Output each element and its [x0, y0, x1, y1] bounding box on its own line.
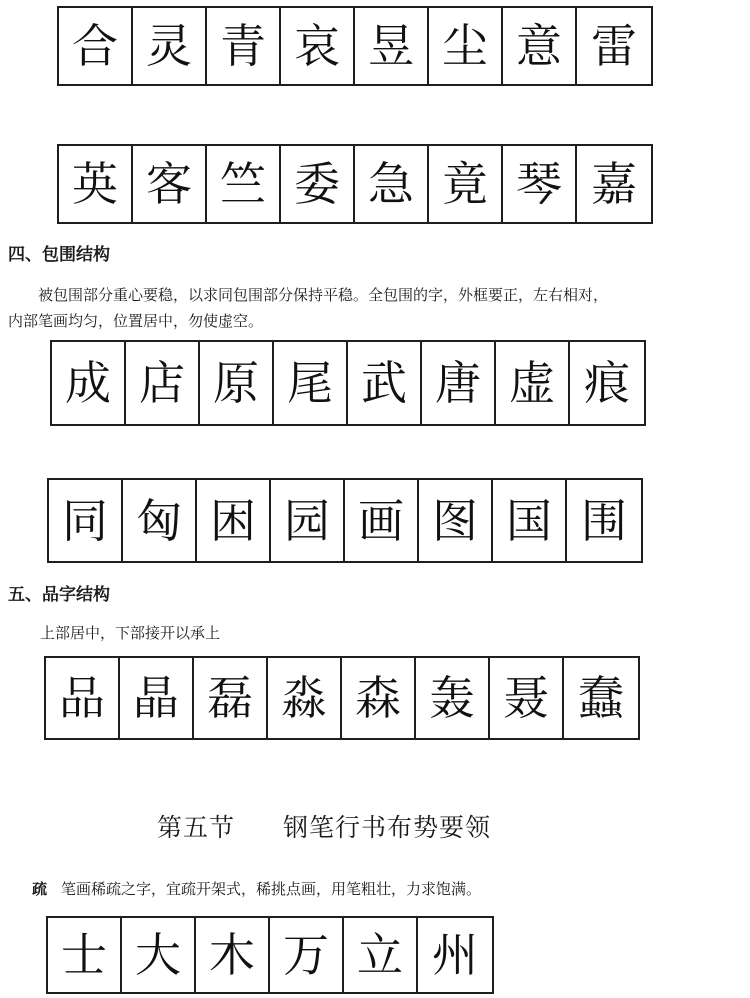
char-cell: 磊 — [194, 658, 268, 738]
char-cell: 晶 — [120, 658, 194, 738]
char-cell: 虚 — [496, 342, 570, 424]
char-cell: 客 — [133, 146, 207, 222]
char-cell: 画 — [345, 480, 419, 561]
char-cell: 万 — [270, 918, 344, 992]
char-cell: 淼 — [268, 658, 342, 738]
char-cell: 园 — [271, 480, 345, 561]
char-cell: 合 — [59, 8, 133, 84]
chapter-heading — [157, 808, 491, 844]
char-cell: 轰 — [416, 658, 490, 738]
char-grid-row-4 — [47, 478, 643, 563]
char-cell: 图 — [419, 480, 493, 561]
char-cell: 灵 — [133, 8, 207, 84]
shu-text: 笔画稀疏之字，宜疏开架式，稀挑点画，用笔粗壮，力求饱满。 — [61, 880, 482, 898]
char-cell: 森 — [342, 658, 416, 738]
shu-description — [32, 876, 481, 902]
char-cell: 聂 — [490, 658, 564, 738]
char-cell: 哀 — [281, 8, 355, 84]
char-cell: 青 — [207, 8, 281, 84]
char-cell: 立 — [344, 918, 418, 992]
char-grid-row-6 — [46, 916, 494, 994]
char-cell: 品 — [46, 658, 120, 738]
char-cell: 雷 — [591, 19, 637, 73]
char-cell: 同 — [49, 480, 123, 561]
char-cell: 武 — [348, 342, 422, 424]
char-cell: 尾 — [274, 342, 348, 424]
section-heading: 五、品字结构 — [8, 585, 110, 605]
char-cell: 州 — [432, 928, 478, 982]
char-cell: 成 — [52, 342, 126, 424]
char-cell: 蠢 — [578, 671, 624, 725]
char-cell: 意 — [503, 8, 577, 84]
char-cell: 国 — [493, 480, 567, 561]
char-cell: 竺 — [207, 146, 281, 222]
section-description: 上部居中，下部接开以承上 — [40, 624, 221, 642]
description-line: 内部笔画均匀，位置居中，勿使虚空。 — [8, 312, 264, 330]
char-grid-row-3 — [50, 340, 646, 426]
char-grid-row-2 — [57, 144, 653, 224]
char-cell: 委 — [281, 146, 355, 222]
char-cell: 琴 — [503, 146, 577, 222]
section-heading: 四、包围结构 — [8, 245, 110, 265]
char-cell: 昱 — [355, 8, 429, 84]
chapter-title: 钢笔行书布势要领 — [283, 813, 492, 842]
char-cell: 困 — [197, 480, 271, 561]
char-cell: 围 — [581, 493, 627, 548]
char-cell: 匈 — [123, 480, 197, 561]
char-cell: 竟 — [429, 146, 503, 222]
char-cell: 痕 — [584, 356, 630, 410]
char-cell: 尘 — [429, 8, 503, 84]
char-cell: 店 — [126, 342, 200, 424]
char-cell: 木 — [196, 918, 270, 992]
chapter-number: 第五节 — [157, 813, 236, 842]
char-cell: 嘉 — [591, 157, 637, 211]
char-cell: 士 — [48, 918, 122, 992]
section-description — [8, 282, 748, 334]
char-cell: 唐 — [422, 342, 496, 424]
char-cell: 原 — [200, 342, 274, 424]
char-grid-row-5 — [44, 656, 640, 740]
char-cell: 急 — [355, 146, 429, 222]
char-grid-row-1 — [57, 6, 653, 86]
description-line: 被包围部分重心要稳，以求同包围部分保持平稳。全包围的字，外框要正，左右相对， — [38, 286, 609, 304]
shu-label: 疏 — [32, 880, 48, 898]
char-cell: 大 — [122, 918, 196, 992]
char-cell: 英 — [59, 146, 133, 222]
